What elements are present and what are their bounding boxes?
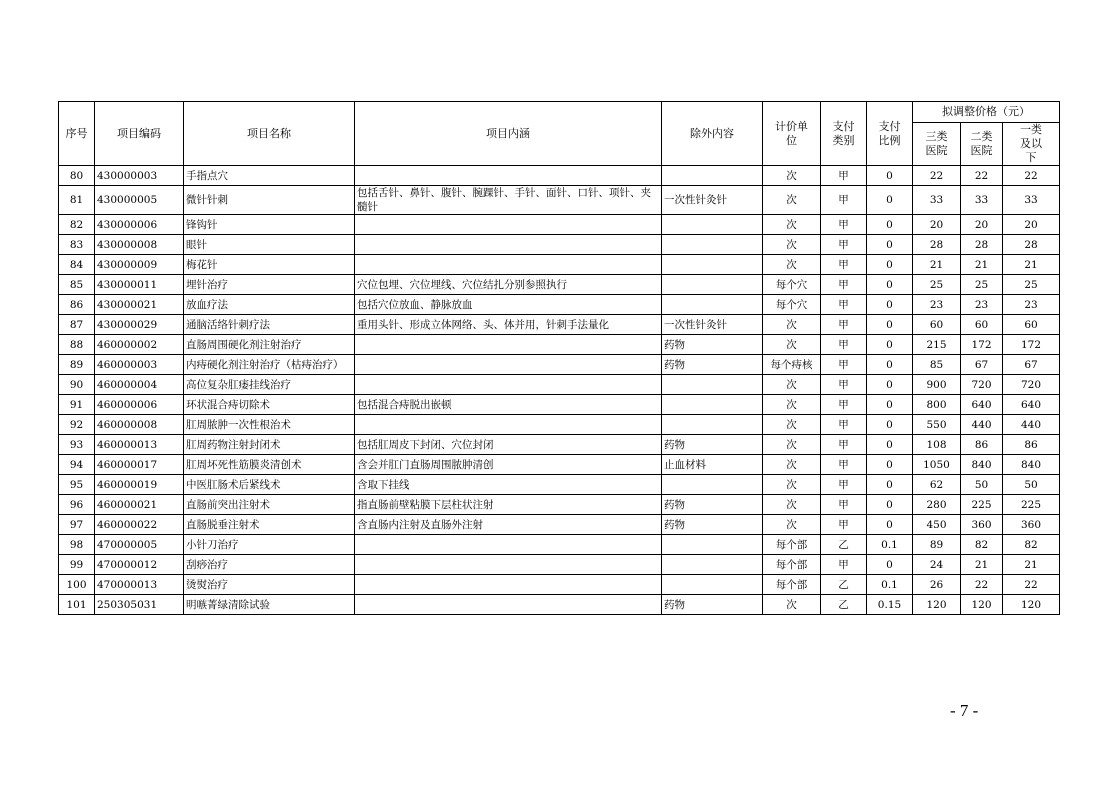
cell-unit: 每个痔核 xyxy=(763,355,821,375)
cell-excluded xyxy=(662,475,763,495)
table-row xyxy=(59,166,1060,186)
cell-price-class3: 280 xyxy=(913,495,961,515)
cell-pay-ratio: 0 xyxy=(867,555,913,575)
cell-excluded: 药物 xyxy=(662,355,763,375)
cell-code: 430000009 xyxy=(95,255,184,275)
cell-content xyxy=(355,166,662,186)
cell-content xyxy=(355,575,662,595)
cell-code: 430000021 xyxy=(95,295,184,315)
cell-pay-ratio: 0 xyxy=(867,255,913,275)
cell-price-class3: 24 xyxy=(913,555,961,575)
cell-pay-type: 甲 xyxy=(821,435,867,455)
cell-content: 含直肠内注射及直肠外注射 xyxy=(355,515,662,535)
cell-code: 460000004 xyxy=(95,375,184,395)
cell-code: 430000008 xyxy=(95,235,184,255)
header-content: 项目内涵 xyxy=(355,102,662,166)
cell-price-class3: 800 xyxy=(913,395,961,415)
cell-excluded xyxy=(662,166,763,186)
cell-price-class1: 86 xyxy=(1003,435,1060,455)
cell-name: 眼针 xyxy=(184,235,355,255)
cell-name: 通脑活络针刺疗法 xyxy=(184,315,355,335)
cell-seq: 95 xyxy=(59,475,95,495)
cell-unit: 次 xyxy=(763,215,821,235)
cell-name: 放血疗法 xyxy=(184,295,355,315)
cell-seq: 81 xyxy=(59,186,95,215)
table-row xyxy=(59,315,1060,335)
cell-code: 460000002 xyxy=(95,335,184,355)
cell-name: 手指点穴 xyxy=(184,166,355,186)
table-row xyxy=(59,186,1060,215)
table-body xyxy=(59,166,1060,615)
header-price-group: 拟调整价格（元） xyxy=(913,102,1060,123)
cell-seq: 90 xyxy=(59,375,95,395)
cell-seq: 82 xyxy=(59,215,95,235)
cell-name: 埋针治疗 xyxy=(184,275,355,295)
cell-content: 包括混合痔脱出嵌顿 xyxy=(355,395,662,415)
cell-seq: 99 xyxy=(59,555,95,575)
cell-content xyxy=(355,595,662,615)
cell-seq: 80 xyxy=(59,166,95,186)
cell-pay-ratio: 0.1 xyxy=(867,575,913,595)
cell-unit: 次 xyxy=(763,395,821,415)
cell-pay-ratio: 0 xyxy=(867,355,913,375)
cell-name: 肛周脓肿一次性根治术 xyxy=(184,415,355,435)
cell-unit: 每个穴 xyxy=(763,275,821,295)
cell-price-class3: 26 xyxy=(913,575,961,595)
cell-excluded xyxy=(662,395,763,415)
table-row xyxy=(59,575,1060,595)
cell-name: 直肠脱垂注射术 xyxy=(184,515,355,535)
cell-price-class2: 23 xyxy=(961,295,1003,315)
cell-name: 环状混合痔切除术 xyxy=(184,395,355,415)
table-row xyxy=(59,235,1060,255)
cell-price-class1: 21 xyxy=(1003,555,1060,575)
cell-pay-ratio: 0 xyxy=(867,315,913,335)
cell-content: 包括肛周皮下封闭、穴位封闭 xyxy=(355,435,662,455)
cell-pay-type: 甲 xyxy=(821,495,867,515)
table-row xyxy=(59,335,1060,355)
cell-excluded: 药物 xyxy=(662,435,763,455)
cell-pay-ratio: 0 xyxy=(867,186,913,215)
cell-price-class2: 50 xyxy=(961,475,1003,495)
cell-price-class2: 225 xyxy=(961,495,1003,515)
cell-name: 内痔硬化剂注射治疗（枯痔治疗） xyxy=(184,355,355,375)
cell-code: 470000005 xyxy=(95,535,184,555)
table-row xyxy=(59,275,1060,295)
cell-price-class3: 28 xyxy=(913,235,961,255)
cell-excluded xyxy=(662,275,763,295)
cell-price-class1: 82 xyxy=(1003,535,1060,555)
cell-name: 肛周药物注射封闭术 xyxy=(184,435,355,455)
cell-price-class2: 21 xyxy=(961,555,1003,575)
cell-excluded xyxy=(662,415,763,435)
header-code: 项目编码 xyxy=(95,102,184,166)
cell-content xyxy=(355,375,662,395)
cell-code: 460000017 xyxy=(95,455,184,475)
cell-pay-ratio: 0 xyxy=(867,166,913,186)
cell-pay-ratio: 0 xyxy=(867,335,913,355)
header-seq: 序号 xyxy=(59,102,95,166)
table-row xyxy=(59,295,1060,315)
cell-pay-type: 甲 xyxy=(821,375,867,395)
cell-price-class1: 28 xyxy=(1003,235,1060,255)
table-row xyxy=(59,595,1060,615)
cell-name: 烫熨治疗 xyxy=(184,575,355,595)
table-row xyxy=(59,215,1060,235)
cell-price-class2: 33 xyxy=(961,186,1003,215)
cell-unit: 每个穴 xyxy=(763,295,821,315)
cell-price-class1: 840 xyxy=(1003,455,1060,475)
cell-pay-ratio: 0 xyxy=(867,415,913,435)
cell-name: 刮痧治疗 xyxy=(184,555,355,575)
cell-pay-ratio: 0.1 xyxy=(867,535,913,555)
cell-code: 430000006 xyxy=(95,215,184,235)
header-class2: 二类医院 xyxy=(961,123,1003,166)
cell-seq: 100 xyxy=(59,575,95,595)
cell-price-class3: 450 xyxy=(913,515,961,535)
cell-price-class2: 60 xyxy=(961,315,1003,335)
cell-price-class2: 172 xyxy=(961,335,1003,355)
cell-unit: 每个部 xyxy=(763,535,821,555)
cell-pay-ratio: 0 xyxy=(867,395,913,415)
table-row xyxy=(59,395,1060,415)
cell-name: 中医肛肠术后紧线术 xyxy=(184,475,355,495)
cell-seq: 93 xyxy=(59,435,95,455)
cell-price-class1: 440 xyxy=(1003,415,1060,435)
cell-price-class1: 640 xyxy=(1003,395,1060,415)
cell-unit: 次 xyxy=(763,475,821,495)
cell-pay-ratio: 0 xyxy=(867,215,913,235)
cell-pay-type: 甲 xyxy=(821,455,867,475)
cell-price-class1: 67 xyxy=(1003,355,1060,375)
cell-unit: 次 xyxy=(763,166,821,186)
table-row xyxy=(59,495,1060,515)
table-row xyxy=(59,375,1060,395)
cell-price-class3: 33 xyxy=(913,186,961,215)
cell-price-class3: 1050 xyxy=(913,455,961,475)
cell-price-class2: 640 xyxy=(961,395,1003,415)
cell-price-class3: 900 xyxy=(913,375,961,395)
table-row xyxy=(59,475,1060,495)
cell-price-class2: 840 xyxy=(961,455,1003,475)
cell-pay-ratio: 0 xyxy=(867,275,913,295)
cell-unit: 次 xyxy=(763,415,821,435)
cell-content: 重用头针、形成立体网络、头、体并用，针刺手法量化 xyxy=(355,315,662,335)
header-name: 项目名称 xyxy=(184,102,355,166)
cell-excluded: 药物 xyxy=(662,495,763,515)
cell-seq: 86 xyxy=(59,295,95,315)
cell-price-class3: 21 xyxy=(913,255,961,275)
cell-content xyxy=(355,335,662,355)
cell-price-class1: 33 xyxy=(1003,186,1060,215)
cell-seq: 94 xyxy=(59,455,95,475)
cell-seq: 91 xyxy=(59,395,95,415)
cell-unit: 次 xyxy=(763,515,821,535)
cell-pay-type: 甲 xyxy=(821,166,867,186)
cell-unit: 次 xyxy=(763,595,821,615)
header-pay-ratio: 支付比例 xyxy=(867,102,913,166)
cell-price-class3: 85 xyxy=(913,355,961,375)
cell-pay-type: 甲 xyxy=(821,186,867,215)
cell-code: 470000012 xyxy=(95,555,184,575)
cell-seq: 83 xyxy=(59,235,95,255)
cell-content xyxy=(355,355,662,375)
table-row xyxy=(59,355,1060,375)
cell-pay-type: 甲 xyxy=(821,475,867,495)
cell-name: 小针刀治疗 xyxy=(184,535,355,555)
cell-seq: 89 xyxy=(59,355,95,375)
cell-pay-type: 甲 xyxy=(821,355,867,375)
cell-pay-ratio: 0 xyxy=(867,475,913,495)
header-pay-type: 支付类别 xyxy=(821,102,867,166)
cell-excluded: 药物 xyxy=(662,595,763,615)
cell-name: 锋钩针 xyxy=(184,215,355,235)
cell-seq: 84 xyxy=(59,255,95,275)
cell-pay-type: 甲 xyxy=(821,215,867,235)
cell-price-class3: 215 xyxy=(913,335,961,355)
cell-seq: 97 xyxy=(59,515,95,535)
cell-pay-type: 甲 xyxy=(821,315,867,335)
cell-price-class3: 550 xyxy=(913,415,961,435)
cell-unit: 次 xyxy=(763,235,821,255)
cell-excluded: 药物 xyxy=(662,335,763,355)
cell-excluded xyxy=(662,555,763,575)
cell-pay-type: 甲 xyxy=(821,415,867,435)
cell-price-class2: 86 xyxy=(961,435,1003,455)
cell-content: 包括舌针、鼻针、腹针、腕踝针、手针、面针、口针、项针、夹髓针 xyxy=(355,186,662,215)
cell-unit: 次 xyxy=(763,335,821,355)
cell-excluded xyxy=(662,535,763,555)
cell-code: 460000008 xyxy=(95,415,184,435)
cell-code: 460000022 xyxy=(95,515,184,535)
cell-content: 指直肠前壁粘膜下层柱状注射 xyxy=(355,495,662,515)
cell-price-class2: 22 xyxy=(961,166,1003,186)
cell-seq: 92 xyxy=(59,415,95,435)
cell-name: 直肠周围硬化剂注射治疗 xyxy=(184,335,355,355)
cell-price-class1: 120 xyxy=(1003,595,1060,615)
cell-code: 250305031 xyxy=(95,595,184,615)
cell-price-class1: 225 xyxy=(1003,495,1060,515)
cell-excluded xyxy=(662,575,763,595)
cell-pay-type: 甲 xyxy=(821,255,867,275)
header-class3: 三类医院 xyxy=(913,123,961,166)
cell-excluded: 药物 xyxy=(662,515,763,535)
cell-price-class2: 82 xyxy=(961,535,1003,555)
cell-price-class2: 440 xyxy=(961,415,1003,435)
header-excluded: 除外内容 xyxy=(662,102,763,166)
table-row xyxy=(59,415,1060,435)
cell-price-class3: 60 xyxy=(913,315,961,335)
cell-name: 直肠前突出注射术 xyxy=(184,495,355,515)
cell-seq: 85 xyxy=(59,275,95,295)
cell-seq: 87 xyxy=(59,315,95,335)
cell-price-class3: 20 xyxy=(913,215,961,235)
cell-price-class3: 120 xyxy=(913,595,961,615)
table-header xyxy=(59,102,1060,166)
cell-seq: 88 xyxy=(59,335,95,355)
cell-price-class1: 60 xyxy=(1003,315,1060,335)
cell-code: 460000021 xyxy=(95,495,184,515)
cell-pay-ratio: 0 xyxy=(867,495,913,515)
cell-pay-type: 甲 xyxy=(821,515,867,535)
cell-content xyxy=(355,235,662,255)
cell-price-class1: 23 xyxy=(1003,295,1060,315)
cell-content xyxy=(355,415,662,435)
cell-price-class1: 20 xyxy=(1003,215,1060,235)
cell-pay-type: 甲 xyxy=(821,295,867,315)
page-number: - 7 - xyxy=(950,701,979,720)
table-row xyxy=(59,515,1060,535)
cell-code: 460000013 xyxy=(95,435,184,455)
table-row xyxy=(59,455,1060,475)
cell-price-class1: 50 xyxy=(1003,475,1060,495)
cell-price-class3: 23 xyxy=(913,295,961,315)
cell-code: 430000003 xyxy=(95,166,184,186)
cell-unit: 次 xyxy=(763,315,821,335)
cell-name: 梅花针 xyxy=(184,255,355,275)
cell-content xyxy=(355,535,662,555)
cell-pay-ratio: 0 xyxy=(867,515,913,535)
cell-price-class2: 28 xyxy=(961,235,1003,255)
cell-pay-type: 甲 xyxy=(821,275,867,295)
cell-seq: 96 xyxy=(59,495,95,515)
cell-name: 微针针刺 xyxy=(184,186,355,215)
cell-pay-type: 乙 xyxy=(821,575,867,595)
cell-content: 含取下挂线 xyxy=(355,475,662,495)
cell-pay-type: 乙 xyxy=(821,535,867,555)
cell-pay-ratio: 0 xyxy=(867,375,913,395)
cell-pay-type: 乙 xyxy=(821,595,867,615)
cell-code: 430000005 xyxy=(95,186,184,215)
cell-excluded: 一次性针灸针 xyxy=(662,315,763,335)
price-table xyxy=(58,101,1060,615)
cell-pay-type: 甲 xyxy=(821,235,867,255)
cell-price-class1: 360 xyxy=(1003,515,1060,535)
cell-pay-ratio: 0 xyxy=(867,435,913,455)
cell-price-class1: 21 xyxy=(1003,255,1060,275)
cell-price-class2: 25 xyxy=(961,275,1003,295)
cell-price-class2: 360 xyxy=(961,515,1003,535)
cell-name: 肛周坏死性筋膜炎清创术 xyxy=(184,455,355,475)
cell-excluded xyxy=(662,375,763,395)
cell-price-class1: 172 xyxy=(1003,335,1060,355)
cell-seq: 101 xyxy=(59,595,95,615)
cell-price-class2: 22 xyxy=(961,575,1003,595)
cell-unit: 次 xyxy=(763,255,821,275)
cell-price-class3: 89 xyxy=(913,535,961,555)
cell-excluded xyxy=(662,255,763,275)
table-row xyxy=(59,255,1060,275)
cell-code: 470000013 xyxy=(95,575,184,595)
cell-price-class2: 67 xyxy=(961,355,1003,375)
cell-price-class1: 25 xyxy=(1003,275,1060,295)
cell-code: 430000029 xyxy=(95,315,184,335)
cell-unit: 次 xyxy=(763,186,821,215)
cell-price-class2: 21 xyxy=(961,255,1003,275)
cell-excluded: 一次性针灸针 xyxy=(662,186,763,215)
cell-unit: 次 xyxy=(763,455,821,475)
cell-excluded xyxy=(662,295,763,315)
table-row xyxy=(59,535,1060,555)
cell-pay-type: 甲 xyxy=(821,335,867,355)
cell-price-class2: 720 xyxy=(961,375,1003,395)
cell-price-class2: 20 xyxy=(961,215,1003,235)
cell-pay-ratio: 0 xyxy=(867,295,913,315)
cell-content: 包括穴位放血、静脉放血 xyxy=(355,295,662,315)
cell-price-class2: 120 xyxy=(961,595,1003,615)
header-unit: 计价单位 xyxy=(763,102,821,166)
cell-seq: 98 xyxy=(59,535,95,555)
cell-price-class3: 108 xyxy=(913,435,961,455)
cell-price-class3: 62 xyxy=(913,475,961,495)
cell-code: 430000011 xyxy=(95,275,184,295)
cell-unit: 每个部 xyxy=(763,575,821,595)
cell-price-class1: 22 xyxy=(1003,575,1060,595)
cell-unit: 次 xyxy=(763,495,821,515)
cell-unit: 次 xyxy=(763,375,821,395)
cell-content: 穴位包埋、穴位埋线、穴位结扎分别参照执行 xyxy=(355,275,662,295)
cell-excluded xyxy=(662,235,763,255)
cell-unit: 每个部 xyxy=(763,555,821,575)
table-row xyxy=(59,555,1060,575)
cell-price-class1: 22 xyxy=(1003,166,1060,186)
cell-price-class1: 720 xyxy=(1003,375,1060,395)
header-class1: 一类及以下 xyxy=(1003,123,1060,166)
cell-pay-ratio: 0.15 xyxy=(867,595,913,615)
cell-pay-ratio: 0 xyxy=(867,455,913,475)
cell-pay-type: 甲 xyxy=(821,555,867,575)
cell-excluded xyxy=(662,215,763,235)
cell-excluded: 止血材料 xyxy=(662,455,763,475)
cell-unit: 次 xyxy=(763,435,821,455)
cell-content xyxy=(355,555,662,575)
cell-code: 460000006 xyxy=(95,395,184,415)
cell-code: 460000003 xyxy=(95,355,184,375)
cell-content: 含会并肛门直肠周围脓肿清创 xyxy=(355,455,662,475)
cell-content xyxy=(355,215,662,235)
cell-price-class3: 22 xyxy=(913,166,961,186)
cell-price-class3: 25 xyxy=(913,275,961,295)
cell-pay-type: 甲 xyxy=(821,395,867,415)
cell-pay-ratio: 0 xyxy=(867,235,913,255)
table-row xyxy=(59,435,1060,455)
cell-name: 明嗾菁绿清除试验 xyxy=(184,595,355,615)
cell-code: 460000019 xyxy=(95,475,184,495)
cell-content xyxy=(355,255,662,275)
cell-name: 高位复杂肛瘘挂线治疗 xyxy=(184,375,355,395)
